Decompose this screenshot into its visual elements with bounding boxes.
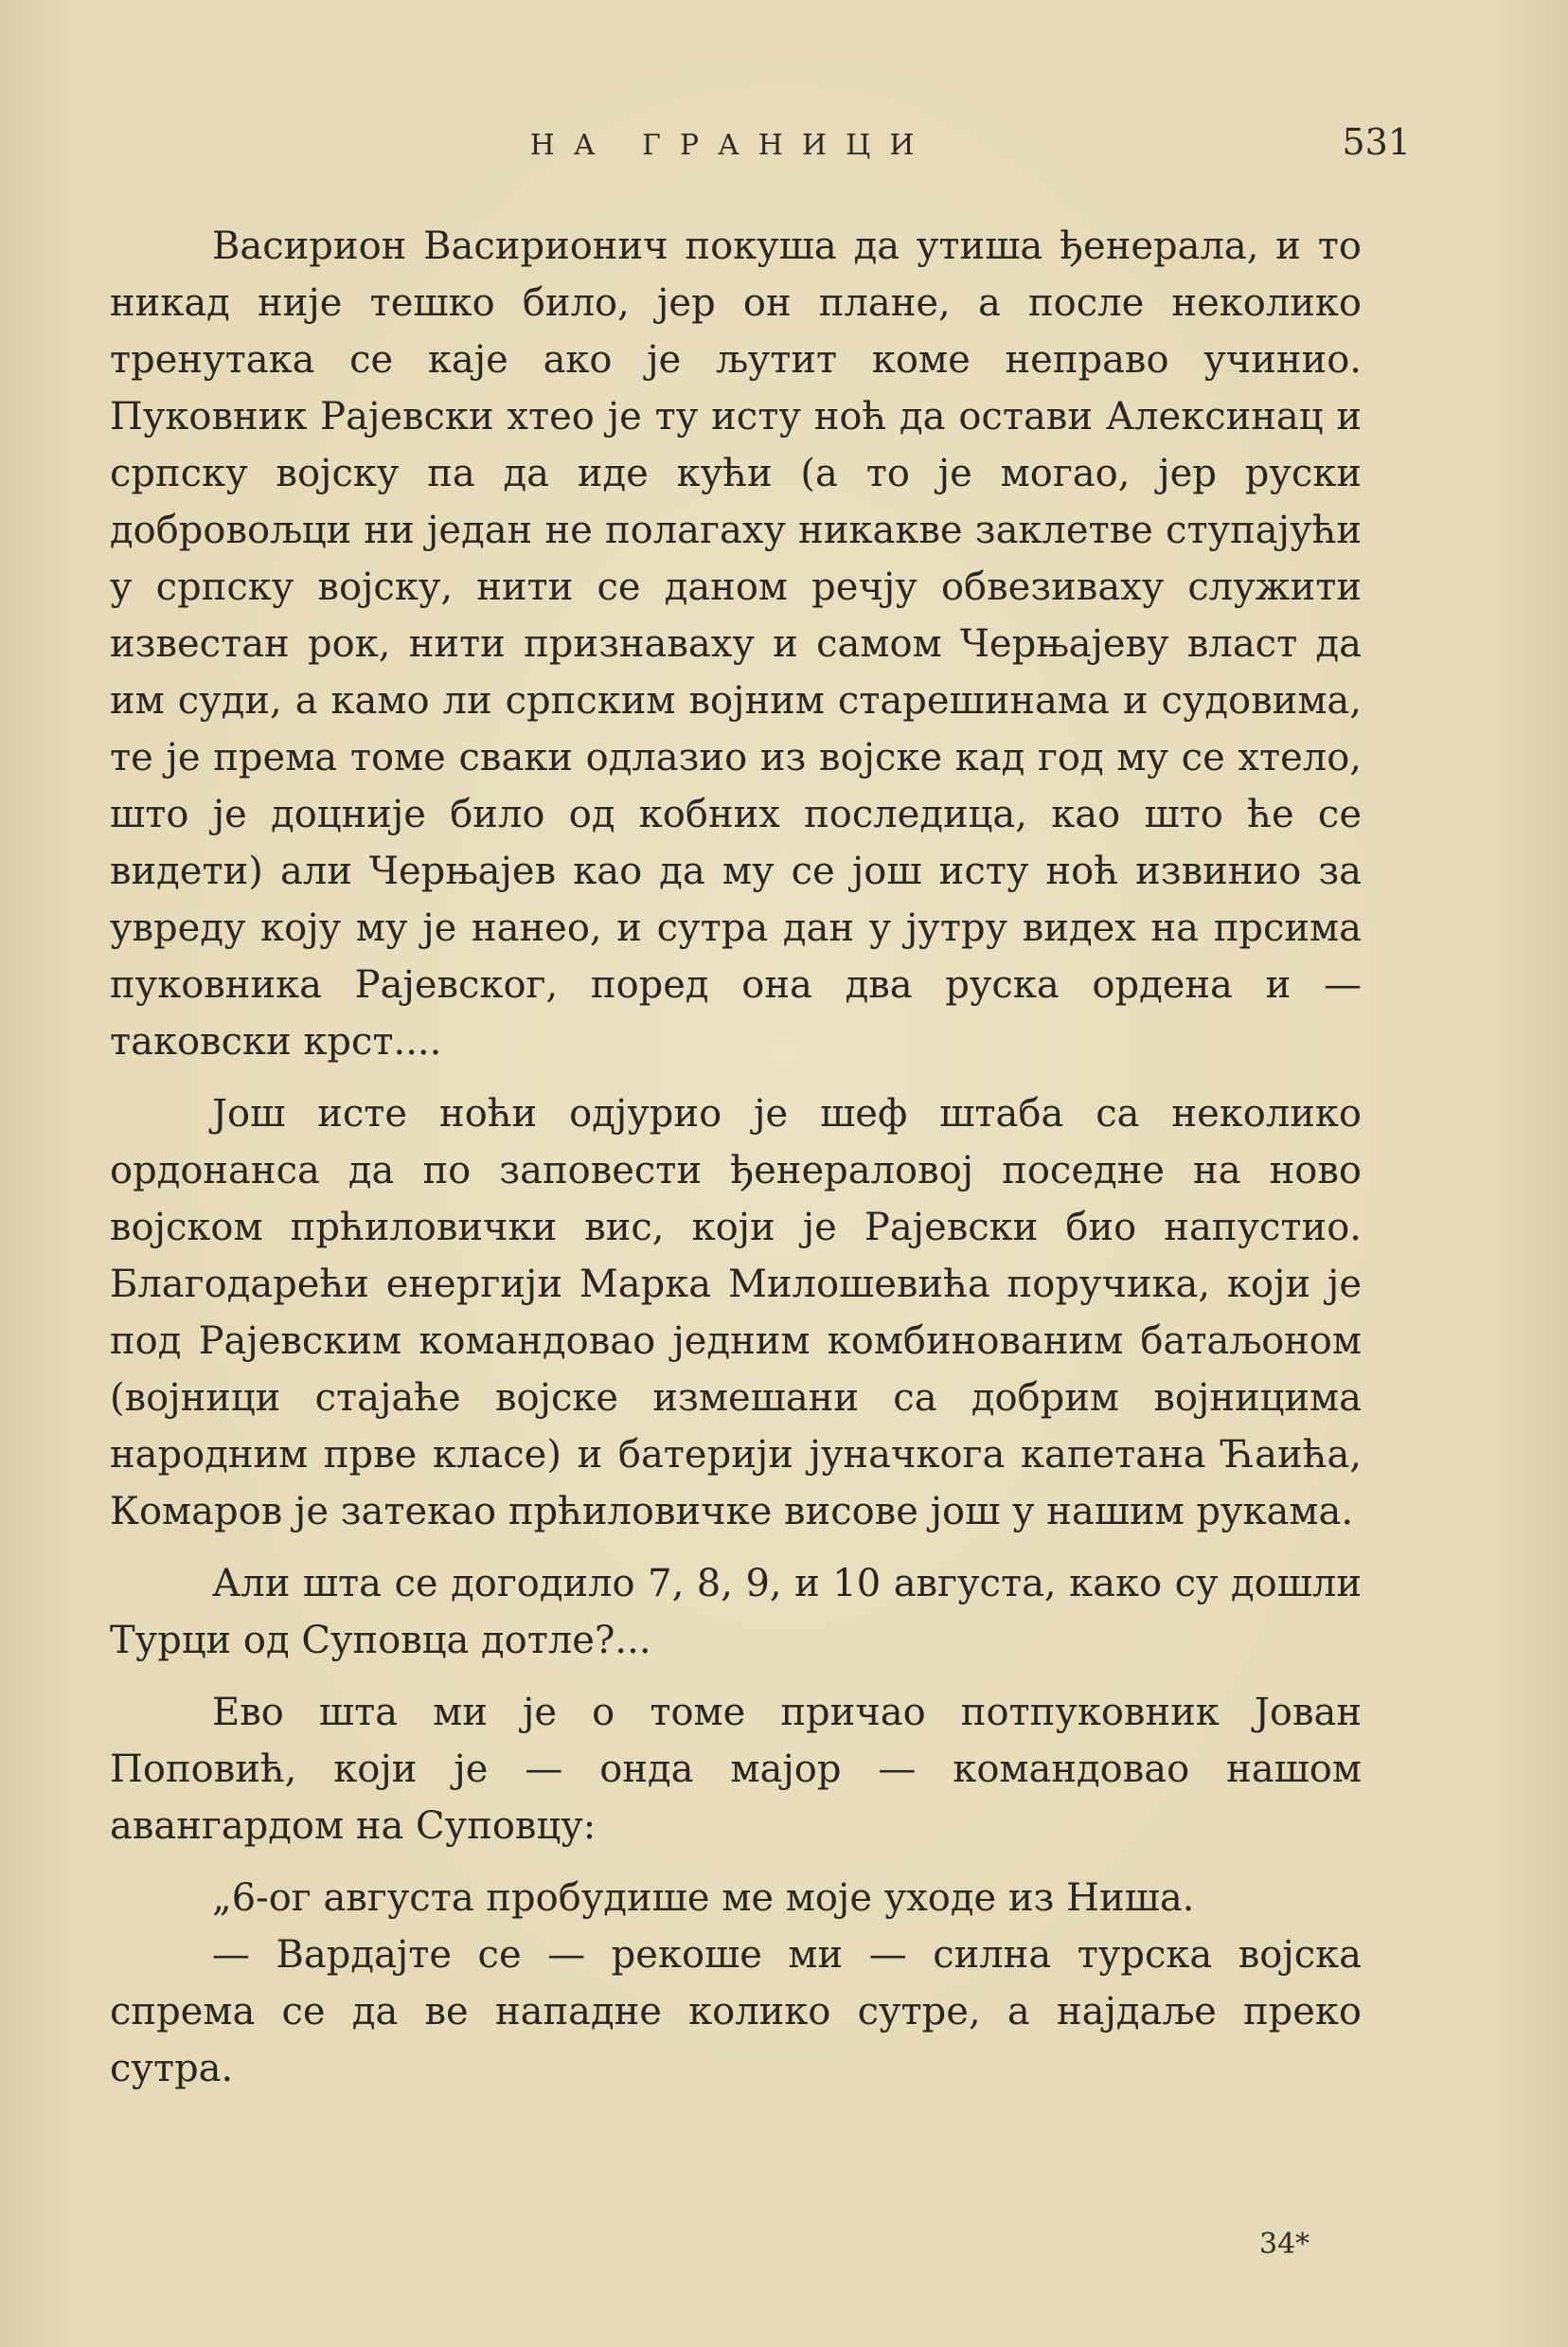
body-text [110,218,1362,2097]
paragraph-5-quote-start: „6-ог августа пробудише ме моје уходе из Ниша. [212,1876,1195,1920]
paragraph-6-dialogue: — Вардајте се — рекоше ми — силна турска војска спрема се да ве нападне колико сутре, а најдаље преко сутра. [110,1933,1362,2090]
paragraph-2: Још исте ноћи одјурио је шеф штаба са неколико ордонанса да по заповести ђенераловој поседне на ново војском прћиловички вис, који је Рајевски био напустио. Благодарећи енергији Марка Милошевића поручика, који је под Рајевским командовао једним комбинованим батаљоном (војници стајаће војске измешани са добрим војницима народним прве класе) и батерији јуначкога капетана Ћаића, Комаров је затекао прћиловичке висове још у нашим рукама. [110,1092,1362,1533]
paragraph-4: Ево шта ми је о томе причао потпуковник Јован Поповић, који је — онда мајор — командовао нашом авангардом на Суповцу: [110,1691,1362,1848]
running-header-title: НА ГРАНИЦИ [529,129,934,162]
signature-mark: 34* [1259,2228,1310,2261]
paragraph-1: Васирион Васирионич покуша да утиша ђенерала, и то никад није тешко било, јер он плане, а после неколико тренутака се каје ако је љутит коме неправо учинио. Пуковник Рајевски хтео је ту исту ноћ да остави Алексинац и српску војску па да иде кући (а то је могао, јер руски добровољци ни један не полагаху никакве заклетве ступајући у српску војску, нити се даном речју обвезиваху служити известан рок, нити признаваху и самом Черњајеву власт да им суди, а камо ли српским војним старешинама и судовима, те је према томе сваки одлазио из војске кад год му се хтело, што је доцније било од кобних последица, као што ће се видети) али Черњајев као да му се још исту ноћ извинио за увреду коју му је нанео, и сутра дан у јутру видех на прсима пуковника Рајевског, поред она два руска ордена и — таковски крст.... [110,224,1362,1064]
page-number: 531 [1342,121,1411,163]
paragraph-3: Али шта се догодило 7, 8, 9, и 10 августа, како су дошли Турци од Суповца дотле?... [110,1562,1362,1662]
